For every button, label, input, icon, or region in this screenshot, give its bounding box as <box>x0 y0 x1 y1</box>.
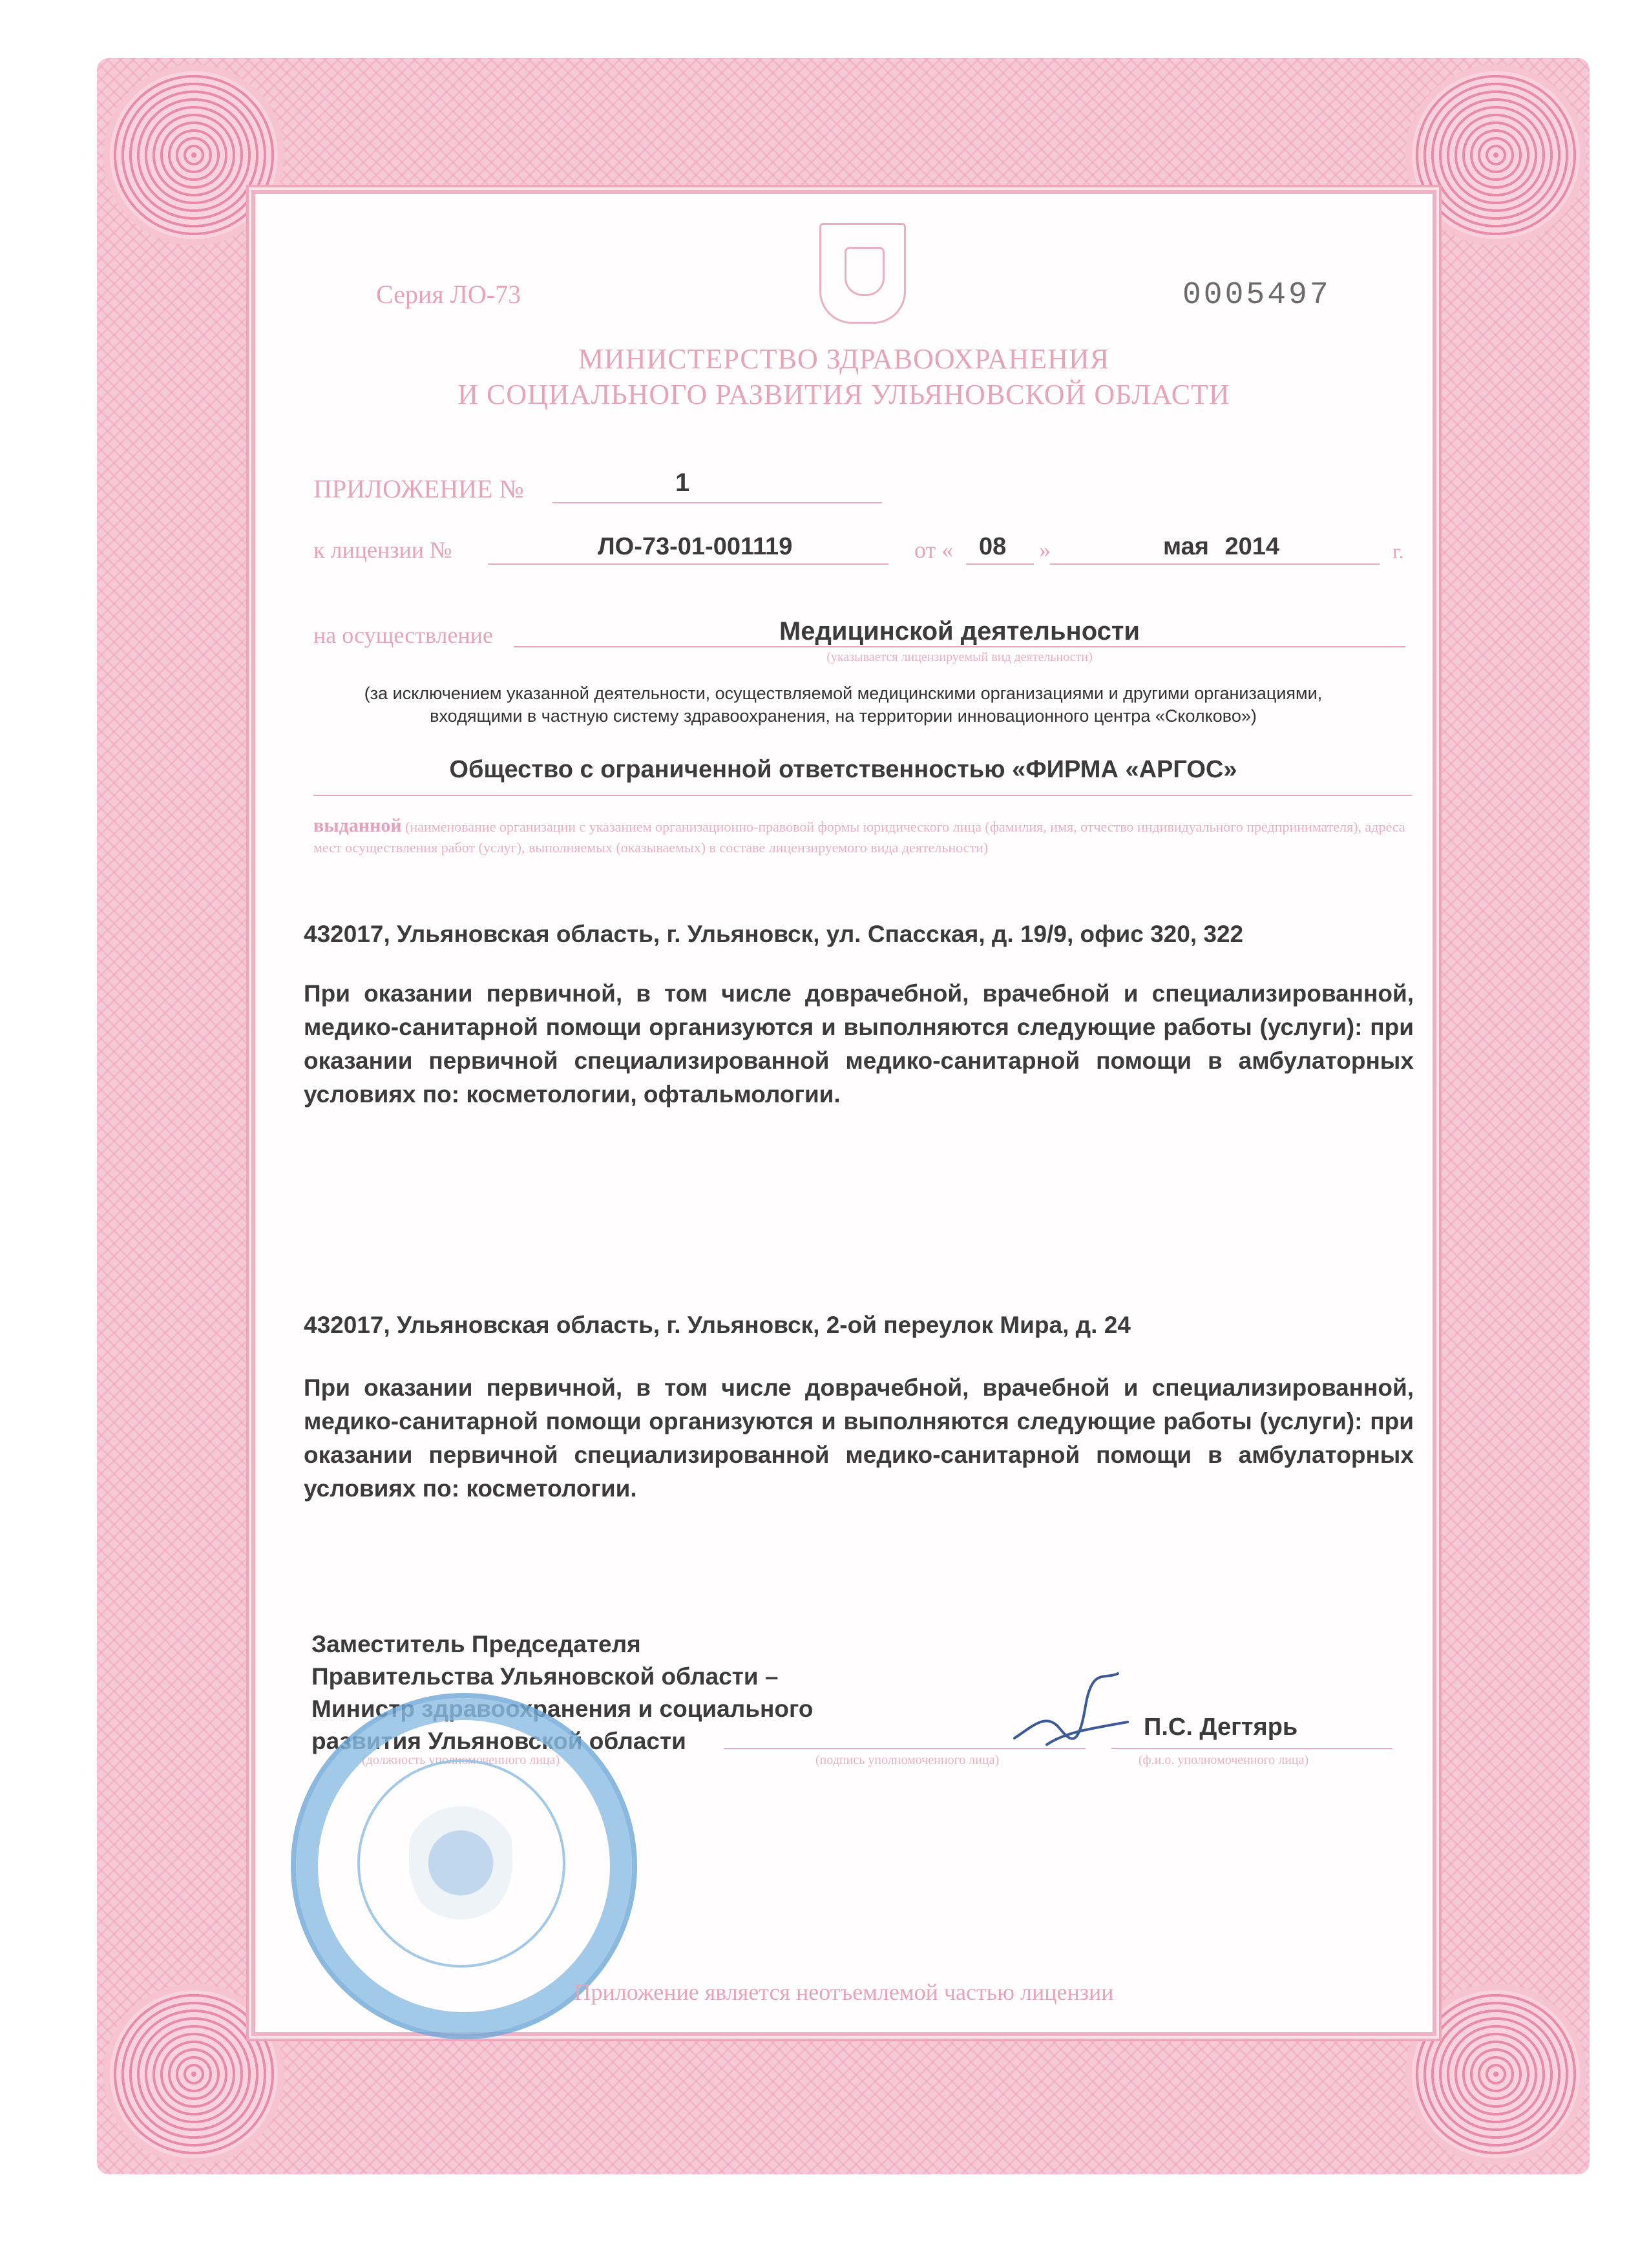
corner-rosette-top-right <box>1412 71 1580 239</box>
activity-line <box>514 646 1405 647</box>
issued-label: выданной <box>313 815 402 836</box>
series-label: Серия ЛО-73 <box>376 280 521 309</box>
corner-rosette-bottom-left <box>110 1990 278 2158</box>
license-number: ЛО-73-01-001119 <box>598 533 793 560</box>
organization-line <box>313 795 1412 796</box>
license-month-line <box>1050 563 1380 565</box>
location-1-services: При оказании первичной, в том числе доврачебной, врачебной и специализированной, медико-санитарной помощи организуются и выполняются следующие работы (услуги): при оказании первичной специализированной медико-санитарной помощи в амбулаторных условиях по: косметологии, офтальмологии. <box>304 980 1414 1108</box>
signatory-position-line4: развития Ульяновской области <box>311 1728 686 1754</box>
corner-rosette-bottom-right <box>1412 1990 1580 2158</box>
signatory-position-line3: Министр здравоохранения и социального <box>311 1696 814 1722</box>
caption-signature: (подпись уполномоченного лица) <box>815 1753 1000 1767</box>
location-2-address: 432017, Ульяновская область, г. Ульяновск, 2-ой переулок Мира, д. 24 <box>304 1312 1131 1338</box>
handwritten-signature <box>1008 1667 1131 1758</box>
organization-caption: (наименование организации с указанием организационно-правовой формы юридического лица (фамилия, имя, отчество индивидуального предпринимателя), адреса мест осуществления работ (услуг), выполняемых (оказываемых) в составе лицензируемого вида деятельности) <box>313 819 1405 856</box>
corner-rosette-top-left <box>110 71 278 239</box>
organization-caption-block <box>313 815 1412 858</box>
caption-name: (ф.и.о. уполномоченного лица) <box>1139 1753 1309 1767</box>
exclusion-note-line2: входящими в частную систему здравоохранения, на территории инновационного центра «Сколково») <box>430 706 1257 726</box>
signatory-position-line1: Заместитель Председателя <box>311 1631 641 1657</box>
footer-note: Приложение является неотъемлемой частью лицензии <box>574 1979 1114 2005</box>
license-date-prefix: от « <box>914 537 954 563</box>
signatory-position-line2: Правительства Ульяновской области – <box>311 1663 779 1690</box>
activity-value: Медицинской деятельности <box>779 617 1140 646</box>
exclusion-note-line1: (за исключением указанной деятельности, осуществляемой медицинскими организациями и другими организациями, <box>364 684 1323 703</box>
appendix-number-line <box>552 502 882 503</box>
activity-label: на осуществление <box>313 622 493 648</box>
license-label: к лицензии № <box>313 537 452 563</box>
location-2-services: При оказании первичной, в том числе доврачебной, врачебной и специализированной, медико-санитарной помощи организуются и выполняются следующие работы (услуги): при оказании первичной специализированной медико-санитарной помощи в амбулаторных условиях по: косметологии. <box>304 1374 1414 1502</box>
organization-name: Общество с ограниченной ответственностью «ФИРМА «АРГОС» <box>449 756 1237 783</box>
appendix-label: ПРИЛОЖЕНИЕ № <box>313 474 524 503</box>
license-number-line <box>488 563 888 565</box>
license-day: 08 <box>979 533 1007 560</box>
caption-position: (должность уполномоченного лица) <box>362 1753 560 1767</box>
ministry-title-line1: МИНИСТЕРСТВО ЗДРАВООХРАНЕНИЯ <box>578 343 1110 375</box>
license-day-close: » <box>1039 537 1051 563</box>
license-month-year: мая 2014 <box>1163 533 1280 560</box>
document-number: 0005497 <box>1182 278 1331 313</box>
name-line <box>1111 1748 1392 1749</box>
coat-of-arms-icon <box>819 223 906 324</box>
appendix-number: 1 <box>675 468 690 497</box>
ministry-title-line2: И СОЦИАЛЬНОГО РАЗВИТИЯ УЛЬЯНОВСКОЙ ОБЛАСТИ <box>457 379 1230 410</box>
license-day-line <box>966 563 1034 565</box>
location-1-address: 432017, Ульяновская область, г. Ульяновск, ул. Спасская, д. 19/9, офис 320, 322 <box>304 921 1244 947</box>
license-year-suffix: г. <box>1392 540 1404 563</box>
activity-caption: (указывается лицензируемый вид деятельности) <box>826 650 1093 664</box>
signatory-name: П.С. Дегтярь <box>1144 1714 1298 1741</box>
